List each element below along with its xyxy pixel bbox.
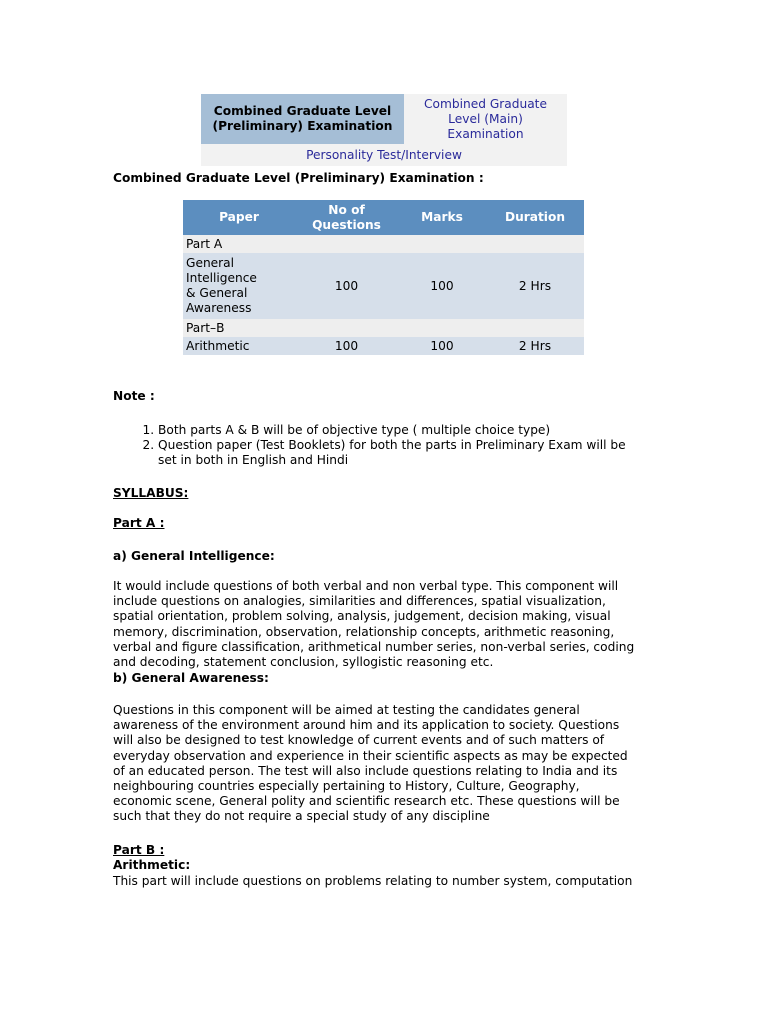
- header-questions-line1: No of: [328, 202, 365, 217]
- paper-general-line3: & General: [186, 286, 248, 300]
- table-header-row: [183, 200, 584, 235]
- tab-preliminary-line2: (Preliminary) Examination: [212, 119, 393, 133]
- part-b-label: Part–B: [183, 319, 584, 337]
- arith-questions: 100: [295, 337, 398, 355]
- paper-general-line2: Intelligence: [186, 271, 257, 285]
- list-item: [158, 438, 673, 468]
- paper-general-line1: General: [186, 256, 235, 270]
- tab-main-line1: Combined Graduate: [424, 96, 547, 111]
- gi-questions: 100: [295, 253, 398, 319]
- part-b-heading: Part B :: [113, 843, 165, 857]
- arith-marks: 100: [398, 337, 486, 355]
- note-list-wrap: [113, 423, 673, 468]
- note-item-2-line2: set in both in English and Hindi: [158, 453, 349, 467]
- exam-tabs: [201, 94, 567, 166]
- arithmetic-text: This part will include questions on problems relating to number system, computation: [113, 874, 633, 888]
- gi-line: It would include questions of both verbal and non verbal type. This component will: [113, 579, 619, 593]
- header-questions-line2: Questions: [312, 217, 381, 232]
- ga-line: everyday observation and experience in their scientific aspects as may be expected: [113, 748, 628, 763]
- gi-line: spatial orientation, problem solving, analysis, judgement, decision making, visual: [113, 609, 611, 624]
- ga-line: Questions in this component will be aimed at testing the candidates general: [113, 703, 580, 717]
- tab-main-line2: Level (Main): [448, 111, 523, 126]
- tab-preliminary-line1: Combined Graduate Level: [213, 104, 392, 118]
- part-a-label: Part A: [183, 235, 584, 253]
- exam-pattern-table: [183, 200, 584, 355]
- section-title: Combined Graduate Level (Preliminary) Examination :: [113, 171, 484, 185]
- gi-line: verbal and figure classification, arithmetical number series, non-verbal series, coding: [113, 639, 635, 654]
- header-questions: [295, 200, 398, 235]
- table-row: [183, 319, 584, 337]
- syllabus-heading: SYLLABUS:: [113, 486, 189, 500]
- ga-line: economic scene, General polity and scientific research etc. These questions will be: [113, 794, 620, 809]
- note-list: [113, 423, 673, 468]
- header-duration: Duration: [486, 200, 584, 235]
- gi-duration: 2 Hrs: [486, 253, 584, 319]
- paper-general: [183, 253, 295, 319]
- gi-line: include questions on analogies, similarities and differences, spatial visualization,: [113, 594, 606, 609]
- tab-main-line3: Examination: [447, 126, 524, 141]
- gi-line: memory, discrimination, observation, relationship concepts, arithmetic reasoning,: [113, 624, 615, 639]
- header-paper: Paper: [183, 200, 295, 235]
- tab-personality-test[interactable]: [201, 144, 567, 166]
- note-heading: Note :: [113, 389, 155, 403]
- tab-interview-label: Personality Test/Interview: [306, 148, 462, 162]
- general-intelligence-text: [113, 579, 673, 670]
- arith-duration: 2 Hrs: [486, 337, 584, 355]
- header-marks: Marks: [398, 200, 486, 235]
- tab-preliminary-exam[interactable]: [201, 94, 404, 144]
- general-intelligence-heading: a) General Intelligence:: [113, 549, 275, 563]
- general-awareness-heading: b) General Awareness:: [113, 671, 269, 685]
- arithmetic-heading: Arithmetic:: [113, 858, 191, 872]
- tab-main-exam[interactable]: [404, 94, 567, 144]
- general-awareness-text: [113, 703, 673, 825]
- table-row: [183, 337, 584, 355]
- table-row: [183, 235, 584, 253]
- paper-arithmetic: Arithmetic: [183, 337, 295, 355]
- table-row: [183, 253, 584, 319]
- note-item-2-line1: Question paper (Test Booklets) for both the parts in Preliminary Exam will be: [158, 438, 626, 452]
- list-item: [158, 423, 673, 438]
- gi-line: and decoding, statement conclusion, syllogistic reasoning etc.: [113, 655, 494, 670]
- ga-line: of an educated person. The test will also include questions relating to India and its: [113, 763, 618, 778]
- paper-general-line4: Awareness: [186, 301, 252, 315]
- ga-line: such that they do not require a special study of any discipline: [113, 809, 490, 824]
- ga-line: will also be designed to test knowledge of current events and of such matters of: [113, 733, 605, 748]
- gi-marks: 100: [398, 253, 486, 319]
- note-item-1: Both parts A & B will be of objective type ( multiple choice type): [158, 423, 551, 437]
- ga-line: neighbouring countries especially pertaining to History, Culture, Geography,: [113, 779, 580, 794]
- part-a-heading: Part A :: [113, 516, 165, 530]
- ga-line: awareness of the environment around him and its application to society. Questions: [113, 718, 620, 733]
